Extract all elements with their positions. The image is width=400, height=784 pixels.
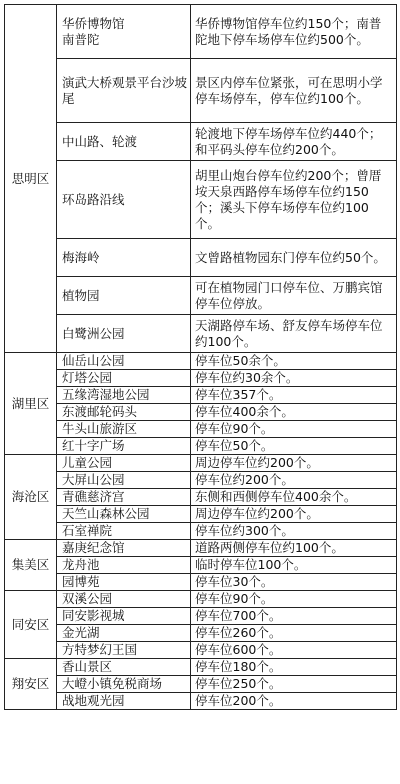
parking-info-cell: 停车位357个。 — [191, 387, 397, 404]
parking-info-cell: 停车位180个。 — [191, 659, 397, 676]
parking-info-cell: 停车位约300个。 — [191, 523, 397, 540]
attraction-cell: 石室禅院 — [57, 523, 191, 540]
table-body — [5, 5, 397, 710]
parking-info-cell: 停车位50余个。 — [191, 353, 397, 370]
parking-info-cell: 轮渡地下停车场停车位约440个；和平码头停车位约200个。 — [191, 123, 397, 161]
table-row — [5, 659, 397, 676]
parking-info-cell: 停车位30个。 — [191, 574, 397, 591]
district-cell: 湖里区 — [5, 353, 57, 455]
attraction-cell: 园博苑 — [57, 574, 191, 591]
parking-info-cell: 道路两侧停车位约100个。 — [191, 540, 397, 557]
attraction-cell: 仙岳山公园 — [57, 353, 191, 370]
table-row — [5, 387, 397, 404]
parking-info-cell: 停车位50个。 — [191, 438, 397, 455]
parking-info-cell: 华侨博物馆停车位约150个；南普陀地下停车场停车位约500个。 — [191, 5, 397, 59]
attraction-cell: 环岛路沿线 — [57, 161, 191, 239]
table-row — [5, 353, 397, 370]
attraction-cell: 灯塔公园 — [57, 370, 191, 387]
table-row — [5, 506, 397, 523]
table-row — [5, 315, 397, 353]
parking-info-cell: 停车位400余个。 — [191, 404, 397, 421]
district-cell: 翔安区 — [5, 659, 57, 710]
attraction-cell: 方特梦幻王国 — [57, 642, 191, 659]
attraction-cell: 梅海岭 — [57, 239, 191, 277]
district-cell: 集美区 — [5, 540, 57, 591]
attraction-cell: 华侨博物馆 南普陀 — [57, 5, 191, 59]
table-row — [5, 123, 397, 161]
table-row — [5, 693, 397, 710]
table-row — [5, 574, 397, 591]
table-row — [5, 523, 397, 540]
attraction-cell: 植物园 — [57, 277, 191, 315]
parking-info-cell: 停车位约200个。 — [191, 472, 397, 489]
parking-info-cell: 停车位250个。 — [191, 676, 397, 693]
attraction-cell: 演武大桥观景平台沙坡尾 — [57, 59, 191, 123]
table-row — [5, 676, 397, 693]
district-cell: 海沧区 — [5, 455, 57, 540]
parking-info-cell: 停车位200个。 — [191, 693, 397, 710]
attraction-cell: 香山景区 — [57, 659, 191, 676]
table-row — [5, 239, 397, 277]
district-cell: 思明区 — [5, 5, 57, 353]
table-row — [5, 557, 397, 574]
table-row — [5, 421, 397, 438]
table-row — [5, 472, 397, 489]
attraction-cell: 中山路、轮渡 — [57, 123, 191, 161]
parking-info-cell: 东侧和西侧停车位400余个。 — [191, 489, 397, 506]
table-row — [5, 5, 397, 59]
table-row — [5, 59, 397, 123]
table-row — [5, 438, 397, 455]
parking-info-cell: 景区内停车位紧张，可在思明小学停车场停车，停车位约100个。 — [191, 59, 397, 123]
attraction-cell: 青礁慈济宫 — [57, 489, 191, 506]
parking-info-cell: 停车位700个。 — [191, 608, 397, 625]
parking-info-cell: 可在植物园门口停车位、万鹏宾馆停车位停放。 — [191, 277, 397, 315]
table-row — [5, 404, 397, 421]
parking-info-cell: 停车位260个。 — [191, 625, 397, 642]
table-row — [5, 161, 397, 239]
attraction-cell: 龙舟池 — [57, 557, 191, 574]
parking-info-cell: 周边停车位约200个。 — [191, 455, 397, 472]
attraction-cell: 儿童公园 — [57, 455, 191, 472]
attraction-cell: 双溪公园 — [57, 591, 191, 608]
parking-info-cell: 停车位约30余个。 — [191, 370, 397, 387]
attraction-cell: 红十字广场 — [57, 438, 191, 455]
table-row — [5, 455, 397, 472]
attraction-cell: 金光湖 — [57, 625, 191, 642]
attraction-cell: 大屏山公园 — [57, 472, 191, 489]
table-row — [5, 489, 397, 506]
table-row — [5, 608, 397, 625]
attraction-cell: 牛头山旅游区 — [57, 421, 191, 438]
table-row — [5, 642, 397, 659]
district-cell: 同安区 — [5, 591, 57, 659]
table-row — [5, 625, 397, 642]
parking-info-cell: 临时停车位100个。 — [191, 557, 397, 574]
attraction-cell: 大嶝小镇免税商场 — [57, 676, 191, 693]
attraction-cell: 天竺山森林公园 — [57, 506, 191, 523]
parking-info-cell: 停车位90个。 — [191, 421, 397, 438]
attraction-cell: 战地观光园 — [57, 693, 191, 710]
parking-info-cell: 停车位600个。 — [191, 642, 397, 659]
table-row — [5, 540, 397, 557]
parking-table — [4, 4, 397, 710]
parking-info-cell: 天湖路停车场、舒友停车场停车位约100个。 — [191, 315, 397, 353]
attraction-cell: 同安影视城 — [57, 608, 191, 625]
attraction-cell: 五缘湾湿地公园 — [57, 387, 191, 404]
parking-info-cell: 胡里山炮台停车位约200个；曾厝垵天泉西路停车场停车位约150个；溪头下停车场停车位约100个。 — [191, 161, 397, 239]
table-row — [5, 591, 397, 608]
attraction-cell: 东渡邮轮码头 — [57, 404, 191, 421]
attraction-cell: 白鹭洲公园 — [57, 315, 191, 353]
parking-info-cell: 停车位90个。 — [191, 591, 397, 608]
parking-info-cell: 周边停车位约200个。 — [191, 506, 397, 523]
parking-info-cell: 文曾路植物园东门停车位约50个。 — [191, 239, 397, 277]
table-row — [5, 370, 397, 387]
table-row — [5, 277, 397, 315]
attraction-cell: 嘉庚纪念馆 — [57, 540, 191, 557]
